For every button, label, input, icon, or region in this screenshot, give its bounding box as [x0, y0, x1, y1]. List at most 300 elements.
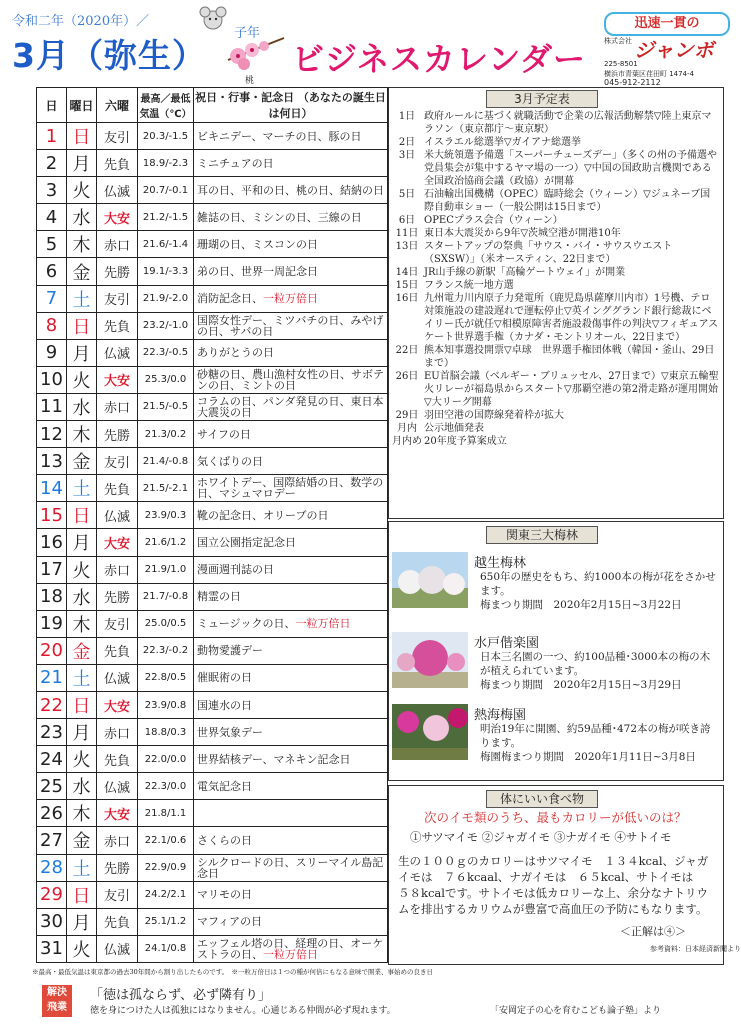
temperature: 25.1/1.2: [138, 908, 194, 935]
temperature: 21.3/0.2: [138, 421, 194, 448]
day-of-week: 火: [67, 366, 97, 393]
schedule-text: 政府ルールに基づく就職活動で企業の広報活動解禁▽陸上東京マラソン（東京都庁～東京駅）: [424, 111, 712, 135]
day-of-week: 土: [67, 285, 97, 312]
events: [194, 719, 388, 746]
rokuyo: 赤口: [97, 719, 138, 746]
calendar-row: [37, 529, 388, 556]
rokuyo: 仏滅: [97, 502, 138, 529]
day-number: 21: [37, 664, 67, 691]
lucky-day-label: 一粒万倍日: [263, 292, 318, 306]
rokuyo: 大安: [97, 800, 138, 827]
schedule-date: 月内: [397, 423, 417, 434]
food-title: 体にいい食べ物: [486, 790, 598, 808]
schedule-title: 3月予定表: [486, 90, 598, 108]
rokuyo: 仏滅: [97, 935, 138, 962]
events: [194, 935, 388, 962]
plum-period-1: 梅まつり期間 2020年2月15日~3月29日: [480, 679, 682, 691]
day-number: 24: [37, 746, 67, 773]
day-of-week: 木: [67, 610, 97, 637]
temperature: 22.1/0.6: [138, 827, 194, 854]
day-of-week: 日: [67, 312, 97, 339]
schedule-item: [390, 279, 720, 292]
month-title: 3月（弥生）: [12, 36, 206, 75]
day-of-week: 水: [67, 204, 97, 231]
events-text: 国際女性デー、ミツバチの日、みやげの日、サバの日: [197, 313, 384, 338]
events: [194, 123, 388, 150]
day-number: 16: [37, 529, 67, 556]
temperature: 21.4/-0.8: [138, 448, 194, 475]
atami-plum-photo: [392, 704, 468, 760]
day-of-week: 水: [67, 393, 97, 420]
day-of-week: 日: [67, 123, 97, 150]
day-number: 19: [37, 610, 67, 637]
plum-name-1: 水戸偕楽園: [474, 636, 540, 651]
footnote: ※最高・最低気温は東京都の過去30年間から割り出したものです。 ※一粒万倍日は１つの種が何倍にもなる意味で開業、事始めの良き日: [32, 968, 434, 976]
schedule-item: [390, 370, 720, 409]
calendar-row: [37, 475, 388, 502]
schedule-item: [390, 149, 720, 188]
events: [194, 773, 388, 800]
rokuyo: 先負: [97, 475, 138, 502]
day-number: 11: [37, 393, 67, 420]
lucky-day-label: 一粒万倍日: [263, 947, 318, 961]
events-text: 靴の記念日、オリーブの日: [197, 508, 329, 522]
events-text: 砂糖の日、農山漁村女性の日、サボテンの日、ミントの日: [197, 367, 384, 392]
badge: 解決 飛業: [42, 985, 72, 1017]
schedule-date: 3日: [398, 150, 416, 161]
events-text: ミニチュアの日: [197, 156, 274, 170]
schedule-text: 米大統領選予備選「スーパーチューズデー」（多くの州の予備選や党員集会が集中するヤマ場の一つ）▽中国の国政助言機関である全国政治協商会議（政協）が開幕: [424, 150, 717, 187]
day-number: 13: [37, 448, 67, 475]
day-number: 23: [37, 719, 67, 746]
rokuyo: 先勝: [97, 583, 138, 610]
temperature: 21.6/-1.4: [138, 231, 194, 258]
events: [194, 854, 388, 881]
events-text: 珊瑚の日、ミスコンの日: [197, 237, 318, 251]
events: [194, 610, 388, 637]
calendar-row: [37, 150, 388, 177]
events-text: 消防記念日、: [197, 292, 263, 306]
day-number: 7: [37, 285, 67, 312]
temperature: 20.7/-0.1: [138, 177, 194, 204]
events: [194, 583, 388, 610]
events: [194, 421, 388, 448]
schedule-date: 14日: [395, 267, 419, 278]
calendar-row: [37, 746, 388, 773]
day-of-week: 月: [67, 908, 97, 935]
events: [194, 529, 388, 556]
company-name: ジャンボ: [634, 38, 714, 62]
schedule-date: 月内め: [392, 436, 422, 447]
calendar-row: [37, 827, 388, 854]
rokuyo: 大安: [97, 529, 138, 556]
company-address: 横浜市青葉区荏田町 1474-4: [604, 70, 695, 78]
rokuyo: 赤口: [97, 827, 138, 854]
day-number: 17: [37, 556, 67, 583]
schedule-text: OPECプラス会合（ウィーン）: [424, 215, 563, 226]
schedule-text: イスラエル総選挙▽ガイアナ総選挙: [424, 137, 581, 148]
day-number: 20: [37, 637, 67, 664]
events: [194, 258, 388, 285]
day-of-week: 月: [67, 339, 97, 366]
day-of-week: 土: [67, 854, 97, 881]
day-number: 1: [37, 123, 67, 150]
rokuyo: 大安: [97, 366, 138, 393]
mouse-icon: [196, 4, 230, 32]
day-number: 30: [37, 908, 67, 935]
events: [194, 204, 388, 231]
page-title: ビジネスカレンダー: [292, 40, 586, 78]
events: [194, 177, 388, 204]
schedule-date: 22日: [395, 345, 419, 356]
day-number: 28: [37, 854, 67, 881]
rokuyo: 友引: [97, 123, 138, 150]
rokuyo: 赤口: [97, 556, 138, 583]
events-text: マリモの日: [197, 888, 252, 902]
events-text: 精霊の日: [197, 590, 241, 604]
temperature: 21.2/-1.5: [138, 204, 194, 231]
events: [194, 800, 388, 827]
day-number: 18: [37, 583, 67, 610]
plum-name-0: 越生梅林: [474, 556, 527, 571]
calendar-row: [37, 610, 388, 637]
temperature: 21.5/-2.1: [138, 475, 194, 502]
day-number: 26: [37, 800, 67, 827]
plum-desc-0: 650年の歴史をもち、約1000本の梅が花をさかせます。: [480, 571, 716, 597]
calendar-row: [37, 854, 388, 881]
schedule-text: 九州電力川内原子力発電所（鹿児島県薩摩川内市）1号機、テロ対策施設の建設遅れで運転停止▽英インググランド銀行総裁にベイリー氏が就任▽相模原障害者施設殺傷事件の判決▽フィギュアスケート世界選手権（カナダ・モントリオール、22日まで）: [424, 293, 719, 343]
schedule-date: 11日: [395, 228, 419, 239]
events-text: さくらの日: [197, 833, 252, 847]
day-of-week: 金: [67, 258, 97, 285]
temperature: 25.3/0.0: [138, 366, 194, 393]
events: [194, 827, 388, 854]
schedule-item: [390, 292, 720, 344]
day-of-week: 火: [67, 935, 97, 962]
schedule-item: [390, 136, 720, 149]
calendar-row: [37, 285, 388, 312]
day-of-week: 日: [67, 691, 97, 718]
temperature: 21.7/-0.8: [138, 583, 194, 610]
events-text: ビキニデー、マーチの日、豚の日: [197, 129, 362, 143]
day-number: 15: [37, 502, 67, 529]
calendar-row: [37, 935, 388, 962]
day-of-week: 火: [67, 556, 97, 583]
calendar-row: [37, 123, 388, 150]
day-number: 2: [37, 150, 67, 177]
events: [194, 366, 388, 393]
schedule-date: 1日: [398, 111, 416, 122]
schedule-item: [390, 240, 720, 266]
proverb-explanation: 徳を身につけた人は孤独にはなりません。心通じある仲間が必ず現れます。: [90, 1006, 396, 1016]
events-text: マフィアの日: [197, 915, 263, 929]
schedule-item: [390, 435, 720, 448]
schedule-item: [390, 110, 720, 136]
col-header-events: 祝日・行事・記念日 （あなたの誕生日は何日）: [194, 88, 388, 123]
events-text: 世界気象デー: [197, 725, 263, 739]
events: [194, 691, 388, 718]
schedule-date: 5日: [398, 189, 416, 200]
plum-desc-1: 日本三名園の一つ、約100品種･3000本の梅の木が植えられています。: [480, 651, 711, 677]
calendar-row: [37, 231, 388, 258]
kairakuen-plum-photo: [392, 632, 468, 688]
temperature: 21.9/1.0: [138, 556, 194, 583]
events-text: 国連水の日: [197, 698, 252, 712]
col-header-dow: 曜日: [67, 88, 97, 123]
proverb: 「徳は孤ならず、必ず隣有り」: [90, 988, 271, 1003]
events-text: 電気記念日: [197, 779, 252, 793]
events: [194, 637, 388, 664]
rokuyo: 先勝: [97, 421, 138, 448]
day-number: 27: [37, 827, 67, 854]
events: [194, 664, 388, 691]
schedule-date: 29日: [395, 410, 419, 421]
lucky-day-label: 一粒万倍日: [295, 617, 351, 631]
events-text: 気くばりの日: [197, 454, 263, 468]
temperature: 18.8/0.3: [138, 719, 194, 746]
rokuyo: 友引: [97, 448, 138, 475]
day-number: 31: [37, 935, 67, 962]
temperature: 22.9/0.9: [138, 854, 194, 881]
company-slogan: 迅速一貫の: [604, 12, 730, 36]
proverb-source: 「安岡定子の心を育むこども論子塾」より: [490, 1006, 662, 1016]
rokuyo: 先勝: [97, 854, 138, 881]
events-text: 雑誌の日、ミシンの日、三線の日: [197, 210, 362, 224]
day-of-week: 金: [67, 448, 97, 475]
schedule-text: 石油輸出国機構（OPEC）臨時総会（ウィーン）▽ジュネーブ国際自動車ショー（一般公開は15日まで）: [424, 189, 711, 213]
schedule-text: 東日本大震災から9年▽茨城空港が開港10年: [424, 228, 621, 239]
schedule-text: JR山手線の新駅「高輪ゲートウェイ」が開業: [424, 267, 626, 278]
rokuyo: 大安: [97, 204, 138, 231]
day-number: 12: [37, 421, 67, 448]
calendar-row: [37, 448, 388, 475]
schedule-text: EU首脳会議（ベルギー・ブリュッセル、27日まで）▽東京五輪聖火リレーが福島県からスタート▽那覇空港の第2滑走路が運用開始▽大リーグ開幕: [424, 371, 719, 408]
schedule-date: 13日: [395, 241, 419, 252]
temperature: 22.3/-0.2: [138, 637, 194, 664]
calendar-row: [37, 691, 388, 718]
events-text: シルクロードの日、スリーマイル島記念日: [197, 855, 384, 880]
temperature: 24.1/0.8: [138, 935, 194, 962]
events-text: 催眠術の日: [197, 671, 252, 685]
zodiac-label: 子年: [234, 26, 261, 41]
schedule-item: [390, 409, 720, 422]
calendar-row: [37, 583, 388, 610]
rokuyo: 友引: [97, 285, 138, 312]
schedule-text: スタートアップの祭典「サウス・バイ・サウスウエスト（SXSW）」（米オースティン、22日まで）: [424, 241, 673, 265]
plum-desc-2: 明治19年に開園、約59品種･472本の梅が咲き誇ります。: [480, 723, 711, 749]
temperature: 24.2/2.1: [138, 881, 194, 908]
day-number: 25: [37, 773, 67, 800]
day-of-week: 木: [67, 800, 97, 827]
rokuyo: 先負: [97, 908, 138, 935]
rokuyo: 先負: [97, 637, 138, 664]
events-text: サイフの日: [197, 427, 251, 441]
day-of-week: 火: [67, 177, 97, 204]
temperature: 22.8/0.5: [138, 664, 194, 691]
temperature: 22.0/0.0: [138, 746, 194, 773]
rokuyo: 友引: [97, 881, 138, 908]
calendar-row: [37, 312, 388, 339]
calendar-row: [37, 881, 388, 908]
temperature: 19.1/-3.3: [138, 258, 194, 285]
day-of-week: 月: [67, 529, 97, 556]
rokuyo: 仏滅: [97, 664, 138, 691]
events-text: 国立公園指定記念日: [197, 535, 296, 549]
events-text: ミュージックの日、: [197, 617, 296, 631]
food-question: 次のイモ類のうち、最もカロリーが低いのは？: [424, 810, 687, 825]
events-text: 漫画週刊誌の日: [197, 563, 274, 577]
events-text: 弟の日、世界一周記念日: [197, 265, 318, 279]
schedule-item: [390, 266, 720, 279]
peach-blossom-icon: [218, 30, 288, 74]
calendar-row: [37, 908, 388, 935]
temperature: 18.9/-2.3: [138, 150, 194, 177]
day-of-week: 日: [67, 881, 97, 908]
day-number: 8: [37, 312, 67, 339]
food-body: 生の１００ｇのカロリーはサツマイモ １３４kcal、ジャガイモは ７６kcaal、ナガイモは ６５kcal、サトイモは ５８kcalです。サトイモは低カロリーな上、余分なナトリウムを排出するカリウムが豊富で高血圧の予防にもなります。: [398, 854, 709, 916]
temperature: 21.6/1.2: [138, 529, 194, 556]
day-of-week: 木: [67, 421, 97, 448]
schedule-date: 2日: [398, 137, 416, 148]
day-number: 9: [37, 339, 67, 366]
schedule-item: [390, 214, 720, 227]
peach-label: 桃: [245, 76, 255, 86]
calendar-header-row: [37, 88, 388, 123]
calendar-row: [37, 177, 388, 204]
rokuyo: 仏滅: [97, 177, 138, 204]
day-of-week: 金: [67, 637, 97, 664]
plum-name-2: 熱海梅園: [474, 708, 527, 723]
day-number: 14: [37, 475, 67, 502]
day-of-week: 月: [67, 150, 97, 177]
day-number: 10: [37, 366, 67, 393]
day-number: 22: [37, 691, 67, 718]
events: [194, 312, 388, 339]
schedule-item: [390, 188, 720, 214]
schedule-date: 16日: [395, 293, 419, 304]
day-number: 29: [37, 881, 67, 908]
day-number: 5: [37, 231, 67, 258]
schedule-text: フランス統一地方選: [424, 280, 514, 291]
col-header-temp: 最高／最低 気温（℃）: [138, 88, 194, 123]
events-text: ホワイトデー、国際結婚の日、数学の日、マシュマロデー: [197, 476, 384, 501]
schedule-text: 公示地価発表: [424, 423, 484, 434]
events: [194, 150, 388, 177]
calendar-row: [37, 366, 388, 393]
rokuyo: 赤口: [97, 231, 138, 258]
schedule-text: 20年度予算案成立: [424, 436, 507, 447]
calendar-row: [37, 664, 388, 691]
rokuyo: 先負: [97, 150, 138, 177]
schedule-text: 熊本知事選投開票▽卓球 世界選手権団体戦（韓国・釜山、29日まで）: [424, 345, 715, 369]
events: [194, 231, 388, 258]
schedule-date: 15日: [395, 280, 419, 291]
rokuyo: 友引: [97, 610, 138, 637]
temperature: 21.9/-2.0: [138, 285, 194, 312]
col-header-day: 日: [37, 88, 67, 123]
schedule-item: [390, 227, 720, 240]
plum-period-0: 梅まつり期間 2020年2月15日~3月22日: [480, 599, 682, 611]
food-answer: ＜正解は④＞: [620, 925, 686, 938]
schedule-list: [390, 110, 720, 448]
events: [194, 475, 388, 502]
temperature: 20.3/-1.5: [138, 123, 194, 150]
company-tel: 045-912-2112: [604, 78, 661, 87]
temperature: 25.0/0.5: [138, 610, 194, 637]
schedule-date: 26日: [395, 371, 419, 382]
plum-title: 関東三大梅林: [486, 526, 598, 544]
plum-period-2: 梅園梅まつり期間 2020年1月11日~3月8日: [480, 751, 696, 763]
events: [194, 908, 388, 935]
rokuyo: 赤口: [97, 393, 138, 420]
events-text: コラムの日、パンダ発見の日、東日本大震災の日: [197, 394, 384, 419]
events-text: 世界結核デー、マネキン記念日: [197, 752, 351, 766]
calendar-row: [37, 637, 388, 664]
day-number: 4: [37, 204, 67, 231]
events: [194, 746, 388, 773]
schedule-text: 羽田空港の国際線発着枠が拡大: [424, 410, 564, 421]
events: [194, 556, 388, 583]
calendar-row: [37, 773, 388, 800]
calendar-row: [37, 800, 388, 827]
temperature: 23.9/0.8: [138, 691, 194, 718]
day-number: 3: [37, 177, 67, 204]
temperature: 22.3/-0.5: [138, 339, 194, 366]
company-prefix: 株式会社: [604, 37, 632, 45]
day-of-week: 金: [67, 827, 97, 854]
ogose-plum-photo: [392, 552, 468, 608]
day-of-week: 木: [67, 231, 97, 258]
food-options: ①サツマイモ ②ジャガイモ ③ナガイモ ④サトイモ: [410, 830, 672, 844]
events: [194, 502, 388, 529]
events-text: 耳の日、平和の日、桃の日、結納の日: [197, 183, 384, 197]
schedule-item: [390, 422, 720, 435]
temperature: 21.8/1.1: [138, 800, 194, 827]
day-of-week: 土: [67, 475, 97, 502]
calendar-row: [37, 556, 388, 583]
day-of-week: 水: [67, 773, 97, 800]
calendar-row: [37, 258, 388, 285]
temperature: 23.9/0.3: [138, 502, 194, 529]
calendar-row: [37, 339, 388, 366]
calendar-row: [37, 204, 388, 231]
temperature: 21.5/-0.5: [138, 393, 194, 420]
rokuyo: 先勝: [97, 258, 138, 285]
day-of-week: 火: [67, 746, 97, 773]
events: [194, 448, 388, 475]
company-zip: 225-8501: [604, 60, 638, 68]
rokuyo: 大安: [97, 691, 138, 718]
events-text: 動物愛護デー: [197, 644, 263, 658]
events: [194, 881, 388, 908]
schedule-date: 6日: [398, 215, 416, 226]
calendar-row: [37, 719, 388, 746]
events-text: ありがとうの日: [197, 346, 274, 360]
temperature: 22.3/0.0: [138, 773, 194, 800]
rokuyo: 先負: [97, 746, 138, 773]
food-source: 参考資料：日本経済新聞より: [650, 945, 741, 953]
rokuyo: 仏滅: [97, 773, 138, 800]
calendar-table: [36, 87, 388, 963]
calendar-row: [37, 393, 388, 420]
day-of-week: 月: [67, 719, 97, 746]
events: [194, 285, 388, 312]
schedule-item: [390, 344, 720, 370]
company-logo: [600, 10, 732, 87]
day-of-week: 土: [67, 664, 97, 691]
day-of-week: 日: [67, 502, 97, 529]
calendar-row: [37, 502, 388, 529]
